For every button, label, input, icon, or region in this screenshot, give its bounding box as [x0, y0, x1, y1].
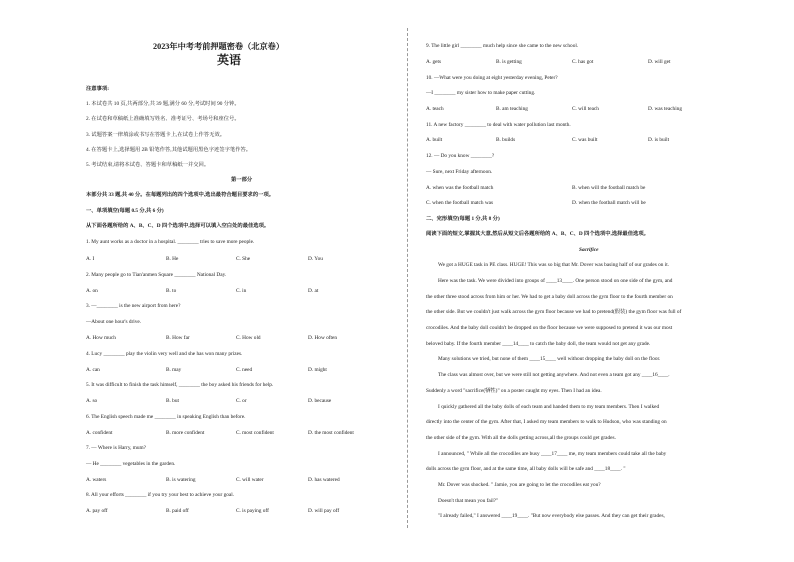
- question-line2: —About one hour's drive.: [86, 319, 142, 325]
- passage-title: Sacrifice: [579, 247, 599, 253]
- option-a: A. when was the football match: [426, 185, 494, 191]
- question-stem: 7. — Where is Harry, mum?: [86, 445, 147, 451]
- option-d: D. might: [308, 367, 327, 373]
- question-stem: 10. —What were you doing at eight yesterday evening, Peter?: [426, 75, 558, 81]
- question-stem: 3. —________ is the new airport from here?: [86, 303, 181, 309]
- passage-line: Here was the task. We were divided into groups of ____13____. One person stood on one side of the gym, and: [438, 278, 673, 284]
- option-d: D. the most confident: [308, 430, 354, 436]
- option-b: B. He: [166, 256, 179, 262]
- option-c: C. or: [236, 398, 247, 404]
- option-c: C. will water: [236, 477, 264, 483]
- exam-title: 2023年中考考前押题密卷（北京卷）: [153, 42, 285, 51]
- option-d: D. because: [308, 398, 332, 404]
- passage-line: directly into the center of the gym. After that, I asked my team members to walk to Hudson, who was standing on: [426, 419, 667, 425]
- question-stem: 2. Many people go to Tian'anmen Square ________ National Day.: [86, 272, 227, 278]
- passage-line: I quickly gathered all the baby dolls of each team and handed them to my team members. Then I walked: [438, 404, 660, 410]
- question-line2: — He ________ vegetables in the garden.: [86, 461, 176, 467]
- section-one-title: 一、单项填空(每题 0.5 分,共 6 分): [86, 208, 164, 214]
- question-stem: 4. Lucy ________ play the violin very well and she has won many prizes.: [86, 351, 243, 357]
- option-b: B. may: [166, 367, 182, 373]
- option-b: B. am teaching: [496, 106, 528, 112]
- option-c: C. need: [236, 367, 253, 373]
- option-b: B. is watering: [166, 477, 196, 483]
- part-one-heading: 第一部分: [231, 177, 253, 183]
- option-d: D. at: [308, 288, 319, 294]
- question-line2: — Sure, next Friday afternoon.: [426, 169, 493, 175]
- passage-line: We got a HUGE task in PE class. HUGE! This was so big that Mr. Dover was basing half of our grades on it.: [438, 262, 670, 268]
- option-d: D. is built: [648, 137, 670, 143]
- option-b: B. to: [166, 288, 177, 294]
- option-a: A. built: [426, 137, 443, 143]
- question-stem: 6. The English speech made me ________ in speaking English than before.: [86, 414, 246, 420]
- passage-line: Mr. Dover was shocked. " Jamie, you are going to let the crocodiles eat you?: [438, 482, 601, 488]
- option-b: B. but: [166, 398, 179, 404]
- passage-line: the other side. But we couldn't just walk across the gym floor because we had to pretend(假装) the gym floor was full of: [426, 309, 682, 315]
- option-a: A. teach: [426, 106, 444, 112]
- option-a: A. pay off: [86, 508, 108, 514]
- option-c: C. has got: [572, 59, 594, 65]
- notice-item: 1. 本试卷共 10 页,共两部分,共 39 题,满分 60 分,考试时间 90 分钟。: [86, 101, 240, 107]
- subject-title: 英语: [217, 53, 242, 67]
- option-a: A. on: [86, 288, 98, 294]
- option-c: C. She: [236, 256, 251, 262]
- option-b: B. builds: [496, 137, 516, 143]
- question-stem: 9. The little girl ________ much help since she came to the new school.: [426, 43, 579, 49]
- option-d: D. when the football match will be: [572, 200, 646, 206]
- section-two-title: 二、完形填空(每题 1 分,共 8 分): [426, 216, 500, 222]
- section-one-instruction: 从下面各题所给的 A、B、C、D 四个选项中,选择可以填入空白处的最佳选项。: [86, 223, 270, 229]
- option-c: C. in: [236, 288, 247, 294]
- option-a: A. confident: [86, 430, 113, 436]
- passage-line: the other three stood across from him or her. We had to get a baby doll across the gym floor to the fourth member on: [426, 294, 673, 300]
- question-stem: 1. My aunt works as a doctor in a hospital. ________ tries to save more people.: [86, 239, 255, 245]
- question-stem: 12. — Do you know ________?: [426, 153, 495, 159]
- passage-line: beloved baby. If the fourth member ____14____ to catch the baby doll, the team would not get any grade.: [426, 341, 651, 347]
- option-b: B. How far: [166, 335, 190, 341]
- option-a: A. can: [86, 367, 100, 373]
- question-line2: —I ________ my sister how to make paper cutting.: [426, 90, 536, 96]
- option-b: B. paid off: [166, 508, 189, 514]
- option-d: D. You: [308, 256, 323, 262]
- passage-line: Suddenly a word "sacrifice(牺牲)" on a poster caught my eyes. Then I had an idea.: [426, 388, 602, 394]
- option-b: B. when will the football match be: [572, 185, 646, 191]
- notice-heading: 注意事项:: [86, 86, 109, 92]
- notice-item: 2. 在试卷和草稿纸上准确填写姓名、准考证号、考场号和座位号。: [86, 116, 240, 122]
- passage-line: dolls across the gym floor, and at the same time, all baby dolls will be safe and ____18____. ": [426, 466, 626, 472]
- passage-line: crocodiles. And the baby doll couldn't be dropped on the floor because we were supposed to pretend it was our most: [426, 325, 673, 331]
- option-d: D. will get: [648, 59, 671, 65]
- option-c: C. was built: [572, 137, 598, 143]
- notice-item: 4. 在答题卡上,选择题用 2B 铅笔作答,其他试题用黑色字迹签字笔作答。: [86, 147, 252, 153]
- option-a: A. waters: [86, 477, 107, 483]
- option-a: A. I: [86, 256, 95, 262]
- option-d: D. was teaching: [648, 106, 682, 112]
- passage-line: The class was almost over, but we were still not getting anywhere. And not even a team got any ____16____.: [438, 372, 670, 378]
- option-c: C. when the football match was: [426, 200, 494, 206]
- notice-item: 3. 试题答案一律填涂或书写在答题卡上,在试卷上作答无效。: [86, 132, 226, 138]
- option-a: A. gets: [426, 59, 442, 65]
- option-a: A. How much: [86, 335, 116, 341]
- option-d: D. has watered: [308, 477, 340, 483]
- part-one-intro: 本部分共 33 题,共 40 分。在每题列出的四个选项中,选出最符合题目要求的一项。: [86, 192, 275, 198]
- passage-line: "I already failed," I answered ____19____. "But now everybody else passes. And they can get their grades,: [438, 513, 665, 519]
- notice-item: 5. 考试结束,请将本试卷、答题卡和草稿纸一并交回。: [86, 162, 210, 168]
- passage-line: Many solutions we tried, but none of them ____15____ well without dropping the baby doll on the floor.: [438, 356, 661, 362]
- option-c: C. will teach: [572, 106, 599, 112]
- passage-line: I announced, " While all the crocodiles are busy ____17____ me, my team members could take all the baby: [438, 451, 667, 457]
- option-c: C. most confident: [236, 430, 274, 436]
- question-stem: 11. A new factory ________ to deal with water pollution last month.: [426, 122, 571, 128]
- option-b: B. more confident: [166, 430, 205, 436]
- option-c: C. How old: [236, 335, 261, 341]
- option-d: D. will pay off: [308, 508, 340, 514]
- option-a: A. so: [86, 398, 98, 404]
- option-c: C. is paying off: [236, 508, 269, 514]
- option-d: D. How often: [308, 335, 337, 341]
- question-stem: 8. All your efforts ________ if you try your best to achieve your goal.: [86, 492, 235, 498]
- question-stem: 5. It was difficult to finish the task himself, ________ the boy asked his friends for help.: [86, 382, 274, 388]
- passage-line: the other side of the gym. With all the dolls getting across,all the groups could get grades.: [426, 435, 616, 441]
- section-two-instruction: 阅读下面的短文,掌握其大意,然后从短文后各题所给的 A、B、C、D 四个选项中,选择最佳选项。: [426, 231, 649, 237]
- option-b: B. is getting: [496, 59, 522, 65]
- column-divider: [407, 28, 408, 528]
- passage-line: Doesn't that mean you fail?": [438, 498, 499, 504]
